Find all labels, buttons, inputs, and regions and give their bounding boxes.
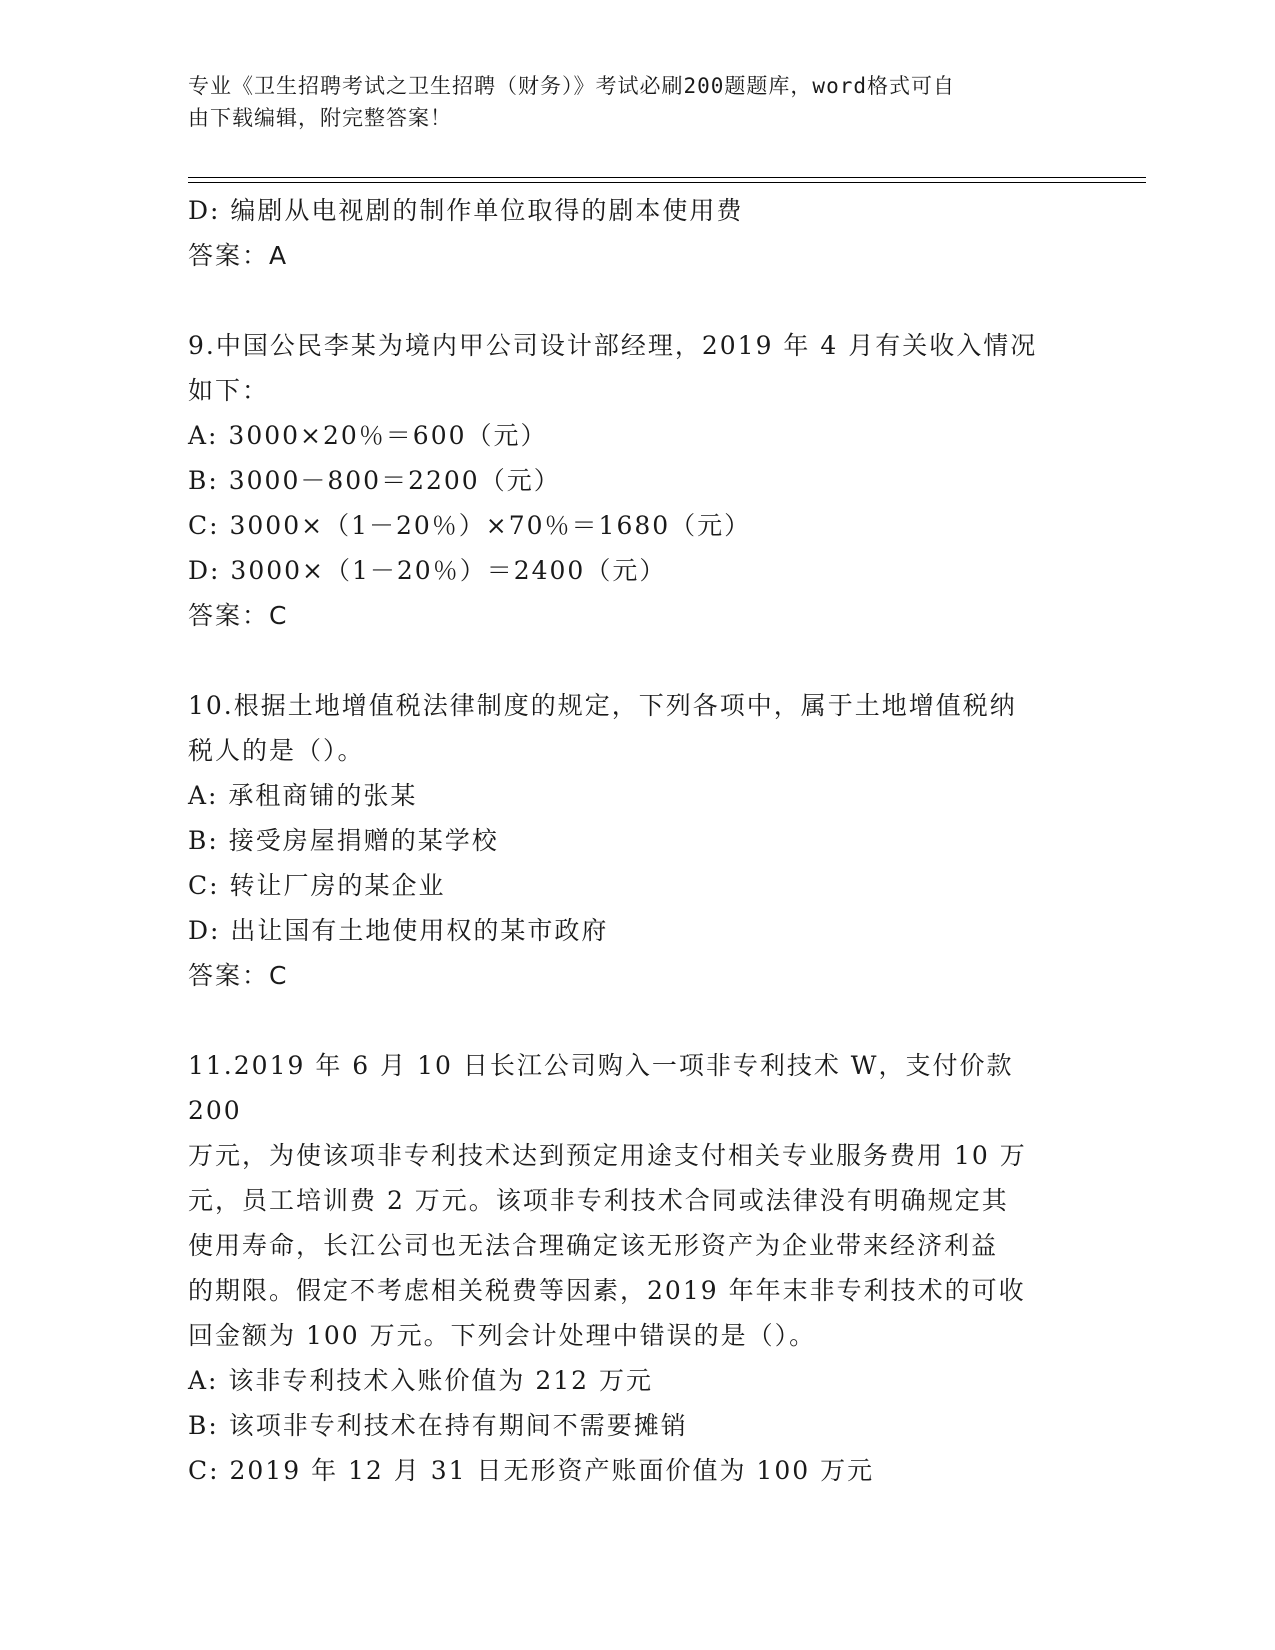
question-9: [188, 323, 1068, 638]
option-d: D: 3000×（1－20％）＝2400（元）: [188, 556, 667, 585]
question-stem: 9.中国公民李某为境内甲公司设计部经理，2019 年 4 月有关收入情况: [188, 331, 1038, 360]
option-a: A: 该非专利技术入账价值为 212 万元: [188, 1366, 654, 1395]
header-title-line-2: 由下载编辑，附完整答案！: [188, 106, 452, 130]
spacer: [188, 638, 1068, 683]
option-c: C: 3000×（1－20％）×70％＝1680（元）: [188, 511, 752, 540]
question-stem: 元，员工培训费 2 万元。该项非专利技术合同或法律没有明确规定其: [188, 1186, 1009, 1215]
previous-question-tail: [188, 188, 1068, 278]
question-stem: 的期限。假定不考虑相关税费等因素，2019 年年末非专利技术的可收: [188, 1276, 1026, 1305]
answer-line: 答案：C: [188, 961, 289, 990]
question-stem: 税人的是（）。: [188, 736, 365, 765]
option-b: B: 3000－800＝2200（元）: [188, 466, 561, 495]
option-d: D: 出让国有土地使用权的某市政府: [188, 916, 609, 945]
header-divider-bottom: [188, 182, 1146, 183]
question-stem: 回金额为 100 万元。下列会计处理中错误的是（）。: [188, 1321, 817, 1350]
spacer: [188, 278, 1068, 323]
option-b: B: 接受房屋捐赠的某学校: [188, 826, 499, 855]
header-divider-top: [188, 177, 1146, 178]
answer-line: 答案：A: [188, 241, 289, 270]
question-11: [188, 1043, 1068, 1493]
question-stem: 使用寿命，长江公司也无法合理确定该无形资产为企业带来经济利益: [188, 1231, 999, 1260]
question-stem: 11.2019 年 6 月 10 日长江公司购入一项非专利技术 W，支付价款 200: [188, 1051, 1014, 1125]
option-a: A: 3000×20％＝600（元）: [188, 421, 548, 450]
option-c: C: 2019 年 12 月 31 日无形资产账面价值为 100 万元: [188, 1456, 875, 1485]
header-title-line-1: 专业《卫生招聘考试之卫生招聘（财务）》考试必刷200题题库，word格式可自: [188, 74, 955, 98]
option-c: C: 转让厂房的某企业: [188, 871, 446, 900]
question-stem: 如下：: [188, 376, 270, 405]
question-stem: 万元，为使该项非专利技术达到预定用途支付相关专业服务费用 10 万: [188, 1141, 1027, 1170]
answer-line: 答案：C: [188, 601, 289, 630]
option-b: B: 该项非专利技术在持有期间不需要摊销: [188, 1411, 688, 1440]
page-header: [188, 70, 1088, 134]
question-10: [188, 683, 1068, 998]
question-content: [188, 188, 1068, 1493]
option-d: D: 编剧从电视剧的制作单位取得的剧本使用费: [188, 196, 744, 225]
question-stem: 10.根据土地增值税法律制度的规定，下列各项中，属于土地增值税纳: [188, 691, 1017, 720]
spacer: [188, 998, 1068, 1043]
option-a: A: 承租商铺的张某: [188, 781, 418, 810]
